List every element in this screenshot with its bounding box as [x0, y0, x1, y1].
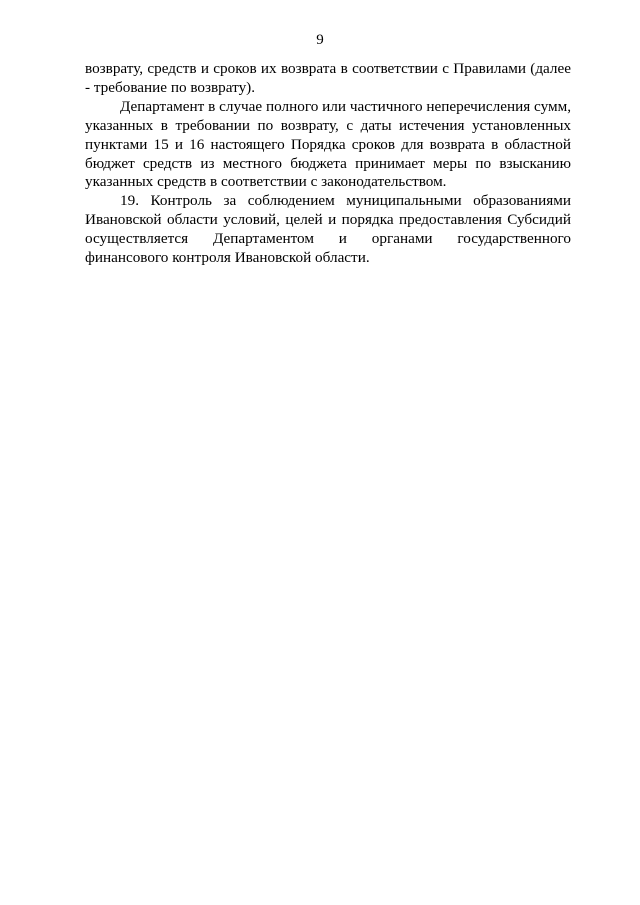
page-number: 9 [316, 32, 324, 48]
document-body [85, 60, 571, 268]
paragraph-control-clause-19: 19. Контроль за соблюдением муниципальными образованиями Ивановской области условий, целей и порядка предоставления Субсидий осуществляется Департаментом и органами государственного финансового контроля Ивановской области. [85, 192, 571, 267]
paragraph-return-requirement: возврату, средств и сроков их возврата в соответствии с Правилами (далее - требование по возврату). [85, 60, 571, 96]
paragraph-department-recovery: Департамент в случае полного или частичного неперечисления сумм, указанных в требовании по возврату, с даты истечения установленных пунктами 15 и 16 настоящего Порядка сроков для возврата в областной бюджет средств из местного бюджета принимает меры по взысканию указанных средств в соответствии с законодательством. [85, 97, 571, 191]
